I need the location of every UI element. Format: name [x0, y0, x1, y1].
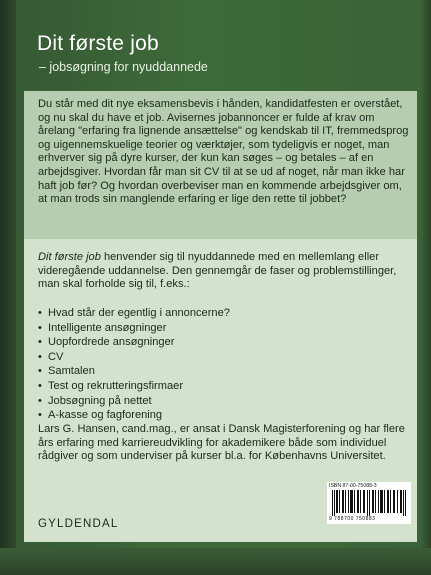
topic-item: • A-kasse og fagforening [38, 409, 163, 422]
isbn-label: ISBN 87-00-75088-3 [329, 483, 377, 489]
spine-edge [0, 0, 16, 575]
bullet-icon: • [38, 321, 42, 334]
bullet-icon: • [38, 409, 42, 422]
bullet-icon: • [38, 350, 42, 363]
author-paragraph: Lars G. Hansen, cand.mag., er ansat i Dansk Magisterforening og har flere års erfaring med karriereudvikling for akademikere både som individuel rådgiver og som underviser på kurser bl.a. for Københavns Universitet. [38, 423, 405, 463]
topic-item: • Test og rekrutteringsfirmaer [38, 379, 184, 392]
topic-item: • Uopfordrede ansøgninger [38, 336, 175, 349]
description-book-title: Dit første job [38, 251, 101, 263]
background-surface [0, 548, 431, 575]
intro-paragraph: Du står med dit nye eksamensbevis i hånden, kandidatfesten er overstået, og nu skal du have et job. Avisernes jobannoncer er fulde af krav om årelang "erfaring fra lignende ansættelse" og kendskab til IT, fremmedsprog og uigennemskuelige teorier og værktøjer, som tydeligvis er noget, man erhverver sig på dyre kurser, der kun kan søges – og betales – af en arbejdsgiver. Hvordan får man sit CV til at se ud af noget, når man ikke har haft job før? Og hvordan overbeviser man en kommende arbejdsgiver om, at man trods sin manglende erfaring er lige den rette til jobbet? [38, 98, 409, 206]
book-subtitle: – jobsøgning for nyuddannede [39, 60, 208, 74]
topic-item: • Hvad står der egentlig i annoncerne? [38, 307, 230, 319]
topic-item: • Samtalen [38, 365, 95, 378]
barcode-icon [332, 490, 406, 516]
bullet-icon: • [38, 336, 42, 349]
bullet-icon: • [38, 307, 42, 319]
publisher-name: GYLDENDAL [38, 518, 119, 530]
cover-right-edge [421, 0, 431, 575]
isbn-barcode-box [327, 482, 411, 524]
bullet-icon: • [38, 394, 42, 407]
barcode-number: 9 788700 750883 [329, 516, 376, 522]
topic-item: • CV [38, 350, 64, 363]
bullet-icon: • [38, 379, 42, 392]
book-title: Dit første job [37, 32, 159, 55]
bullet-icon: • [38, 365, 42, 378]
topics-list [38, 306, 230, 423]
topic-item: • Jobsøgning på nettet [38, 394, 152, 407]
topic-item: • Intelligente ansøgninger [38, 321, 167, 334]
description-paragraph [38, 251, 410, 292]
description-text: henvender sig til nyuddannede med en mellemlang eller videregående uddannelse. Den gennemgår de faser og problemstillinger, man skal forholde sig til, f.eks.: [38, 251, 397, 291]
